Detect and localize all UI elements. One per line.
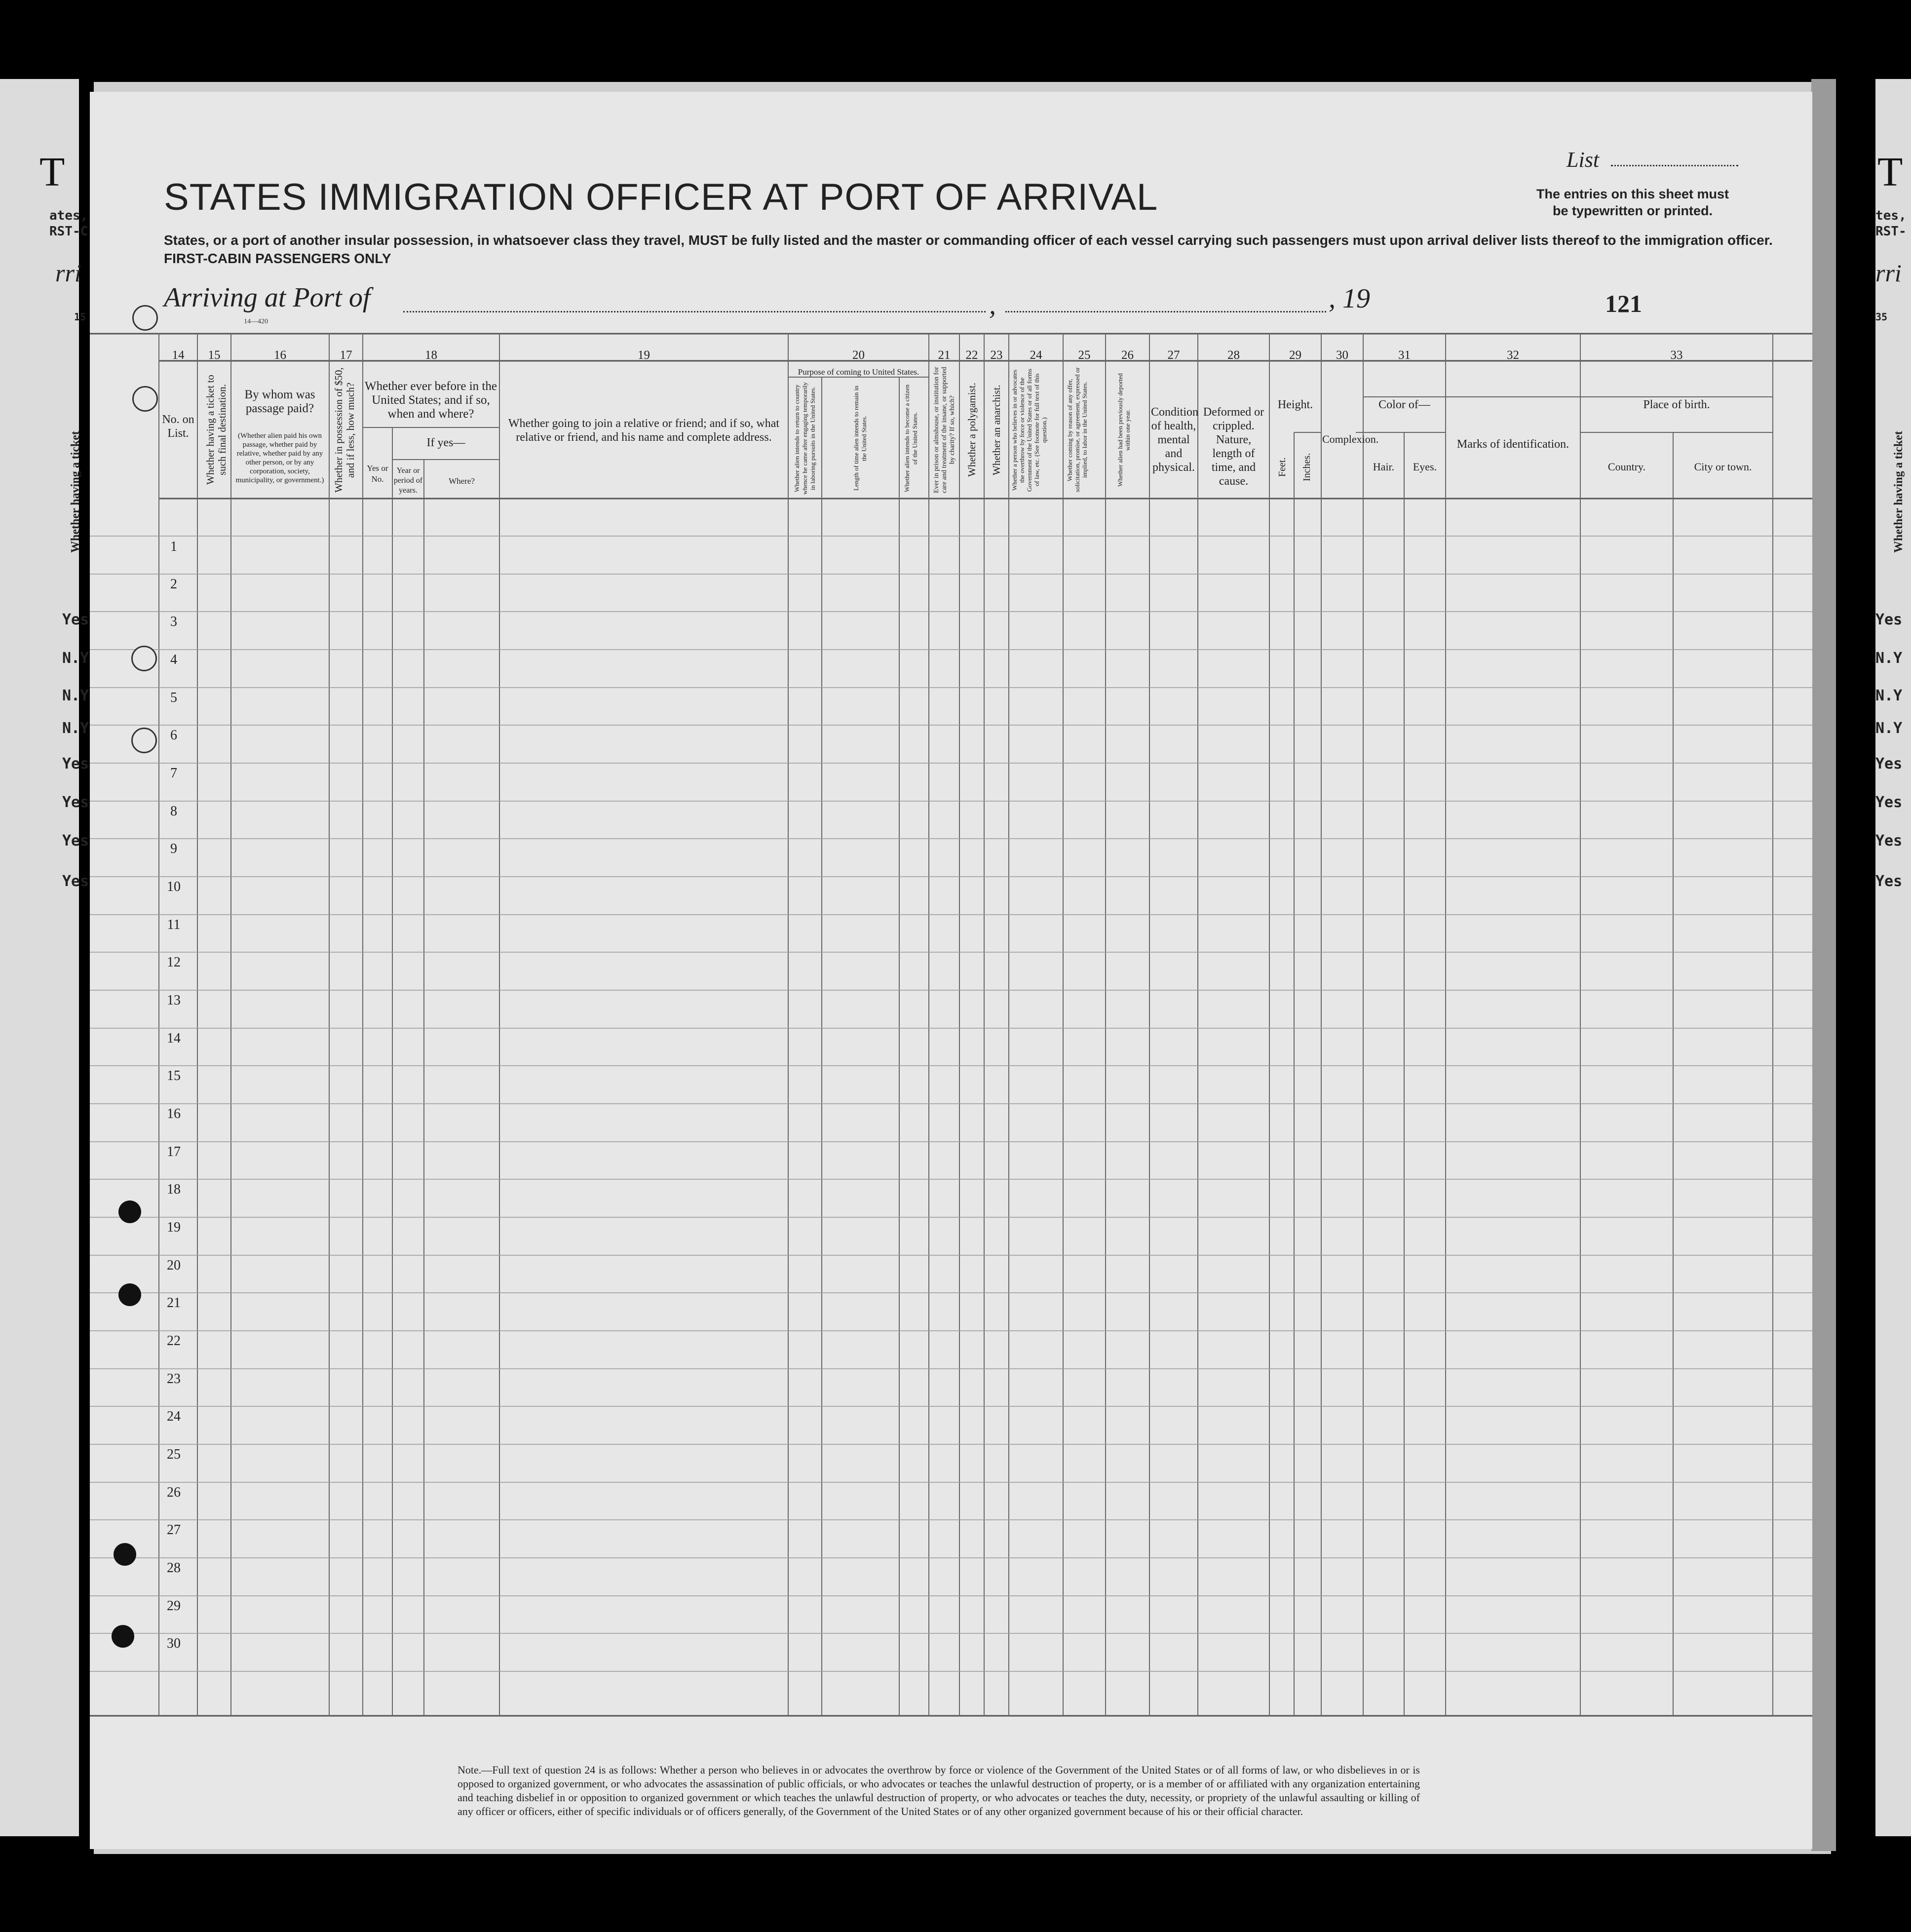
column-number: 23 [990,348,1003,362]
row-number: 22 [167,1333,181,1349]
heading-no-on-list: No. on List. [162,413,194,440]
heading-overthrow-government: Whether a person who believes in or advocates the overthrow by force or violence of the Government of the United States or of all forms of law, etc. (See footnote for full text of this question.) [1011,368,1048,492]
row-number: 9 [170,841,177,856]
heading-passage-paid: By whom was passage paid? [244,388,315,415]
left-edge-heading: T [39,149,65,195]
column-number: 25 [1078,348,1091,362]
row-number: 23 [167,1371,181,1387]
left-edge-line: ates, [49,208,88,223]
binder-hole [118,1200,141,1223]
right-edge-entry: Yes [1875,873,1903,890]
heading-hair: Hair. [1373,461,1395,473]
print-code: 14—420 [244,318,268,325]
right-edge-entry: N.Y [1875,687,1903,704]
row-number: 15 [167,1068,181,1083]
heading-if-yes: If yes— [426,436,465,449]
heading-deformed: Deformed or crippled. Nature, length of time, and cause. [1203,406,1264,488]
footnote: Note.—Full text of question 24 is as follows: Whether a person who believes in or advocates the overthrow by force or violence of the Government of the United States or of all forms of law, or who disbelieves in or is opposed to organized government, or who advocates the assassination of public officials, or who advocates or teaches the unlawful destruction of property, or is a member of or affiliated with any organization entertaining and teaching disbelief in or opposition to organized government or which teaches the unlawful destruction of property, or who advocates or teaches the duty, necessity, or propriety of the unlawful assaulting or killing of any officer or officers, either of specific individuals or of officers generally, of the Government of the United States or of any other organized government because of his or their official character. [458,1764,1420,1817]
page-number: 121 [1605,290,1642,317]
form-instructions: States, or a port of another insular possession, in whatsoever class they travel, MUST be fully listed and the master or commanding officer of each vessel carrying such passengers must upon arrival deliver lists thereof to the immigration officer. [164,232,1773,248]
row-number: 6 [170,728,177,743]
heading-height: Height. [1277,398,1313,411]
heading-where: Where? [449,476,475,486]
right-edge-entry: N.Y [1875,720,1903,737]
binder-hole [131,646,157,671]
row-number: 8 [170,804,177,819]
row-number: 29 [167,1598,181,1614]
heading-before-in-us: Whether ever before in the United States; and if so, when and where? [365,380,497,421]
binder-hole [118,1283,141,1306]
row-number: 13 [167,993,181,1008]
year-prefix: , 19 [1329,283,1370,314]
heading-polygamist: Whether a polygamist. [966,383,978,477]
row-number: 12 [167,955,181,970]
column-number: 26 [1121,348,1134,362]
heading-anarchist: Whether an anarchist. [991,385,1002,475]
heading-passage-paid-detail: (Whether alien paid his own passage, whether paid by relative, whether paid by any other person, or by any corporation, society, municipality, or government.) [235,432,324,484]
column-number: 15 [208,348,221,362]
heading-prison-almshouse: Ever in prison or almshouse, or institution for care and treatment of the insane, or supported by charity? If so, which? [933,367,956,493]
left-edge-colnum: 15 [74,311,86,323]
right-edge-column-heading: Whether having a ticket [1892,431,1905,553]
arriving-label: Arriving at Port of [164,282,371,313]
left-edge-entry: Yes [62,794,89,811]
heading-fifty-dollars: Whether in possession of $50, and if less, how much? [333,367,356,493]
right-edge-entry: Yes [1875,832,1903,850]
row-number: 27 [167,1522,181,1538]
heading-feet: Feet. [1277,457,1288,477]
right-edge-heading: T [1877,149,1903,195]
heading-eyes: Eyes. [1413,461,1437,473]
column-number: 16 [274,348,286,362]
form-title: STATES IMMIGRATION OFFICER AT PORT OF ARRIVAL [164,176,1158,218]
left-edge-entry: Yes [62,832,89,850]
left-edge-column-heading: Whether having a ticket [69,431,82,553]
row-number: 26 [167,1485,181,1500]
row-number: 7 [170,766,177,781]
column-number: 27 [1167,348,1180,362]
column-number: 20 [852,348,865,362]
right-edge-entry: Yes [1875,611,1903,628]
heading-year: Year or period of years. [393,466,423,495]
left-edge-line: RST-C [49,224,88,239]
column-number: 30 [1336,348,1348,362]
list-label: List [1567,148,1600,172]
row-number: 24 [167,1409,181,1424]
heading-city: City or town. [1694,461,1752,473]
row-number: 10 [167,879,181,894]
right-adjacent-page [1875,79,1911,1836]
heading-complexion: Complexion. [1322,433,1379,445]
left-edge-entry: N.Y [62,687,89,704]
column-number: 24 [1030,348,1042,362]
heading-length-of-stay: Length of time alien intends to remain in the United States. [852,386,868,491]
right-edge-line: tes, [1875,208,1907,223]
heading-marks: Marks of identification. [1456,438,1569,451]
row-number: 20 [167,1258,181,1273]
row-number: 17 [167,1144,181,1159]
column-number: 33 [1670,348,1683,362]
heading-become-citizen: Whether alien intends to become a citizen of the United States. [903,384,918,493]
left-edge-entry: N.Y [62,650,89,667]
row-number: 5 [170,690,177,705]
right-edge-colnum: 35 [1875,311,1888,323]
column-number: 29 [1289,348,1301,362]
row-number: 3 [170,614,177,629]
left-edge-entry: Yes [62,755,89,773]
row-number: 2 [170,577,177,592]
heading-place-of-birth: Place of birth. [1643,398,1710,411]
left-edge-entry: N.Y [62,720,89,737]
right-edge-entry: Yes [1875,794,1903,811]
column-number: 17 [340,348,352,362]
heading-color-of: Color of— [1378,398,1430,411]
entries-note: The entries on this sheet must be typewritten or printed. [1536,187,1729,218]
row-number: 18 [167,1182,181,1197]
heading-intends-to-return: Whether alien intends to return to country whence he came after engaging temporarily in laboring pursuits in the United States. [793,382,816,495]
heading-yes-or-no: Yes or No. [367,464,388,484]
row-number: 25 [167,1447,181,1462]
row-number: 16 [167,1106,181,1121]
row-number: 19 [167,1220,181,1235]
left-edge-entry: Yes [62,611,89,628]
left-edge-entry: Yes [62,873,89,890]
underlying-sheet-edge [1811,79,1836,1851]
row-number: 28 [167,1560,181,1576]
binder-hole [131,728,157,753]
binder-hole [132,386,158,412]
row-number: 4 [170,652,177,667]
row-number: 14 [167,1031,181,1046]
binder-hole [114,1543,136,1566]
row-number: 30 [167,1636,181,1651]
heading-health: Condition of health, mental and physical. [1151,406,1199,474]
column-number: 28 [1227,348,1240,362]
heading-join-relative: Whether going to join a relative or friend; and if so, what relative or friend, and his name and complete address. [508,417,780,444]
right-edge-entry: Yes [1875,755,1903,773]
heading-purpose: Purpose of coming to United States. [798,367,919,377]
left-adjacent-page [0,79,89,1836]
row-number: 1 [170,539,177,554]
comma: , [989,290,996,320]
row-number: 21 [167,1295,181,1311]
manifest-sheet [90,92,1812,1849]
heading-offer-to-labor: Whether coming by reason of any offer, solicitation, promise, or agreement, expressed or implied, to labor in the United States. [1066,367,1088,493]
heading-previously-deported: Whether alien had been previously deported within one year. [1116,373,1131,487]
heading-inches: Inches. [1301,453,1312,481]
column-number: 22 [965,348,978,362]
right-edge-line: rri [1875,259,1902,287]
heading-country: Country. [1607,461,1646,473]
column-number: 19 [638,348,650,362]
column-number: 31 [1398,348,1411,362]
column-number: 32 [1507,348,1519,362]
column-number: 18 [425,348,437,362]
row-number: 11 [167,917,181,932]
cabin-class-note: FIRST-CABIN PASSENGERS ONLY [164,251,391,266]
left-edge-line: rri [55,259,81,287]
binder-hole [112,1625,134,1648]
column-number: 14 [172,348,185,362]
right-edge-entry: N.Y [1875,650,1903,667]
binder-hole [132,305,158,331]
right-edge-line: RST- [1875,224,1907,239]
heading-ticket: Whether having a ticket to such final destination. [204,375,228,485]
column-number: 21 [938,348,951,362]
